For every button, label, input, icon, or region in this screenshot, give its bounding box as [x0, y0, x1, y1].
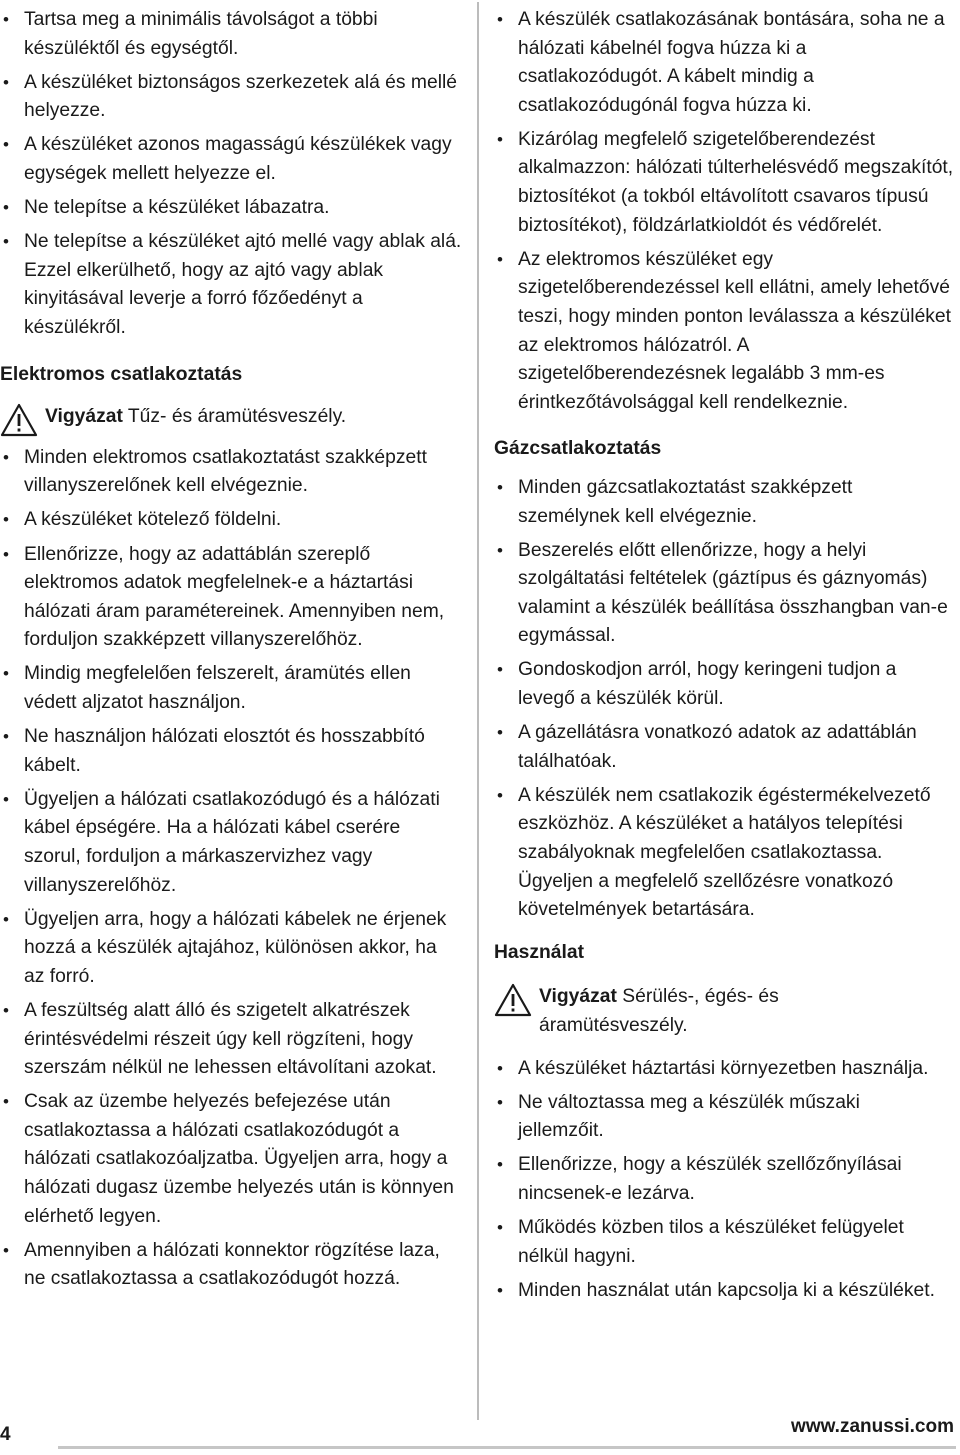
footer-rule	[58, 1446, 956, 1449]
list-item: • A készüléket azonos magasságú készülékek vagy egységek mellett helyezze el.	[0, 131, 462, 188]
footer-url: www.zanussi.com	[791, 1416, 954, 1437]
electric-list	[0, 444, 462, 1294]
right-column	[494, 0, 956, 1311]
list-item: • Ellenőrizze, hogy az adattáblán szereplő elektromos adatok megfelelnek-e a háztartási hálózati áram paramétereinek. Amennyiben nem, forduljon szakképzett villanyszerelőhöz.	[0, 541, 462, 655]
left-column	[0, 0, 462, 1299]
list-item: • A feszültség alatt álló és szigetelt alkatrészek érintésvédelmi részeit úgy kell rögzíteni, hogy szerszám nélkül ne lehessen eltávolítani azokat.	[0, 997, 462, 1083]
list-item: • A készülék csatlakozásának bontására, soha ne a hálózati kábelnél fogva húzza ki a csatlakozódugót. A kábelt mindig a csatlakozódugónál fogva húzza ki.	[494, 6, 956, 120]
list-item: • Ügyeljen a hálózati csatlakozódugó és a hálózati kábel épségére. Ha a hálózati kábel cserére szorul, forduljon a márkaszervizhez vagy villanyszerelőhöz.	[0, 786, 462, 900]
column-divider	[477, 2, 479, 1420]
section-heading-electric: Elektromos csatlakoztatás	[0, 363, 243, 385]
section-heading-use: Használat	[494, 941, 585, 963]
list-item: • A készüléket háztartási környezetben használja.	[494, 1055, 936, 1084]
list-item: • Minden használat után kapcsolja ki a készüléket.	[494, 1277, 936, 1306]
list-item: • A készüléket kötelező földelni.	[0, 506, 462, 535]
use-list	[494, 1055, 956, 1306]
warning-text: Sérülés-, égés- és áramütésveszély.	[539, 986, 779, 1036]
list-item: • A gázellátásra vonatkozó adatok az adattáblán találhatóak.	[494, 719, 956, 776]
list-item: • Ne használjon hálózati elosztót és hosszabbító kábelt.	[0, 723, 462, 780]
list-item: • Mindig megfelelően felszerelt, áramütés ellen védett aljzatot használjon.	[0, 660, 462, 717]
warning-label: Vigyázat	[539, 986, 617, 1008]
list-item: • Minden elektromos csatlakoztatást szakképzett villanyszerelőnek kell elvégeznie.	[0, 444, 462, 501]
gas-list	[494, 474, 956, 925]
list-item: • Az elektromos készüléket egy szigetelőberendezéssel kell ellátni, amely lehetővé teszi, hogy minden ponton leválassza a készüléket az elektromos hálózatról. A szigetelőberendezésnek legalább 3 mm-es érintkezőtávolsággal kell rendelkeznie.	[494, 246, 956, 418]
electric-list-continued	[494, 6, 956, 417]
list-item: • Gondoskodjon arról, hogy keringeni tudjon a levegő a készülék körül.	[494, 656, 956, 713]
placement-list	[0, 6, 462, 343]
list-item: • Ellenőrizze, hogy a készülék szellőzőnyílásai nincsenek-e lezárva.	[494, 1151, 936, 1208]
list-item: • A készülék nem csatlakozik égéstermékelvezető eszközhöz. A készüléket a hatályos telepítési szabályoknak megfelelően csatlakoztassa. Ügyeljen a megfelelő szellőzésre vonatkozó követelmények betartására.	[494, 782, 956, 925]
list-item: • Amennyiben a hálózati konnektor rögzítése laza, ne csatlakoztassa a csatlakozódugót hozzá.	[0, 1237, 462, 1294]
list-item: • Tartsa meg a minimális távolságot a többi készüléktől és egységtől.	[0, 6, 462, 63]
warning-icon	[0, 403, 38, 437]
warning-label: Vigyázat	[45, 406, 123, 428]
warning-icon	[494, 983, 532, 1017]
list-item: • Minden gázcsatlakoztatást szakképzett személynek kell elvégeznie.	[494, 474, 956, 531]
list-item: • Kizárólag megfelelő szigetelőberendezést alkalmazzon: hálózati túlterhelésvédő megszakítót, biztosítékot (a tokból eltávolított csavaros típusú biztosítékot), földzárlatkioldót és védőrelét.	[494, 126, 956, 240]
list-item: • Ne telepítse a készüléket lábazatra.	[0, 194, 462, 223]
section-heading-gas: Gázcsatlakoztatás	[494, 438, 662, 460]
warning-text: Tűz- és áramütésveszély.	[127, 406, 347, 428]
list-item: • Csak az üzembe helyezés befejezése után csatlakoztassa a hálózati csatlakozódugót a hálózati csatlakozóaljzatba. Ügyeljen arra, hogy a hálózati dugasz üzembe helyezés után is könnyen elérhető legyen.	[0, 1088, 462, 1231]
page-number: 4	[0, 1424, 11, 1445]
list-item: • Ne telepítse a készüléket ajtó mellé vagy ablak alá. Ezzel elkerülhető, hogy az ajtó vagy ablak kinyitásával leverje a forró főzőedényt a készülékről.	[0, 228, 462, 342]
list-item: • Működés közben tilos a készüléket felügyelet nélkül hagyni.	[494, 1214, 936, 1271]
list-item: • A készüléket biztonságos szerkezetek alá és mellé helyezze.	[0, 69, 462, 126]
list-item: • Beszerelés előtt ellenőrizze, hogy a helyi szolgáltatási feltételek (gáztípus és gáznyomás) valamint a készülék beállítása összhangban van-e egymással.	[494, 537, 956, 651]
warning-use	[494, 983, 956, 1040]
warning-electric	[0, 403, 462, 432]
list-item: • Ne változtassa meg a készülék műszaki jellemzőit.	[494, 1089, 936, 1146]
list-item: • Ügyeljen arra, hogy a hálózati kábelek ne érjenek hozzá a készülék ajtajához, különösen akkor, ha az forró.	[0, 906, 462, 992]
